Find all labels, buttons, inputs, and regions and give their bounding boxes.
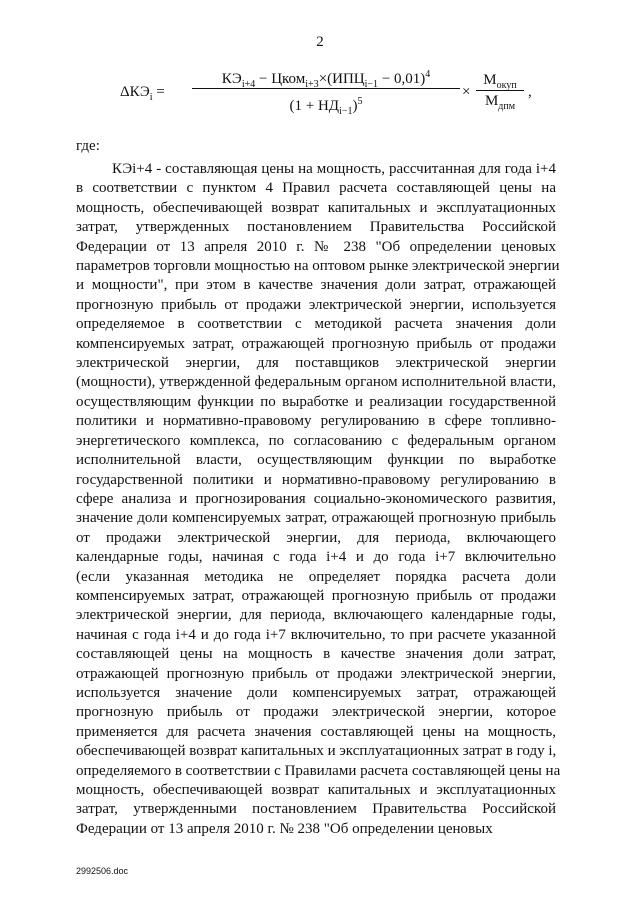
formula-lhs: $\Delta КЭ_i$ =	[120, 84, 165, 103]
text-line: календарные годы, начиная с года i+4 и до года i+7 включительно	[76, 549, 556, 566]
text-line: электрической энергии, для периода, включающего календарные годы,	[76, 607, 556, 624]
where-label: где:	[76, 138, 100, 154]
formula: $\Delta КЭ_i$ = $КЭ_{i+4}$ − $Цком_{i+3}\times(ИПЦ_{i-1} - 0,01)^4$ $(1 + НД_{i-1})^5$ × $М_{окуп}$ $М_{дпм}$ ,	[120, 62, 540, 132]
text-line: компенсируемых затрат, отражающей прогнозную прибыль от продажи	[76, 587, 556, 604]
text-line: от продажи электрической энергии, для периода, включающего	[76, 529, 556, 546]
text-line: затрат, утвержденных постановлением Правительства Российской	[76, 219, 556, 236]
text-line: Федерации от 13 апреля 2010 г. № 238 "Об определении ценовых	[76, 820, 493, 837]
text-line: в соответствии с пунктом 4 Правил расчета составляющей цены на	[76, 180, 556, 197]
text-line: и мощности", при этом в качестве значения доли затрат, отражающей	[76, 277, 556, 294]
text-line: применяется для расчета значения составляющей цены на мощность,	[76, 723, 556, 740]
text-line: мощность, обеспечивающей возврат капитальных и эксплуатационных	[76, 782, 556, 798]
text-line: сфере анализа и прогнозирования социально-экономического развития,	[76, 490, 556, 507]
text-line: прогнозную прибыль от продажи электрической энергии, используется	[76, 296, 556, 313]
formula-numerator: $КЭ_{i+4}$ − $Цком_{i+3}\times(ИПЦ_{i-1} - 0,01)^4$	[221, 69, 431, 90]
text-line: политики и нормативно-правовому регулированию в сфере топливно-	[76, 413, 556, 430]
formula-ratio-fraction: $М_{окуп}$ $М_{дпм}$	[476, 70, 524, 111]
text-line: прогнозную прибыль от продажи электрической энергии, которое	[76, 704, 556, 721]
text-line: (мощности), утвержденной федеральным органом исполнительной власти,	[76, 374, 556, 391]
formula-denominator: $(1 + НД_{i-1})^5$	[289, 96, 363, 117]
formula-main-fraction	[192, 62, 460, 115]
text-line: исполнительной власти, осуществляющим функции по выработке	[76, 452, 556, 469]
text-line: определяемого в соответствии с Правилами расчета составляющей цены на	[76, 762, 561, 779]
text-line: отражающей прогнозную прибыль от продажи электрической энергии,	[76, 665, 556, 682]
text-line: мощность, обеспечивающей возврат капитальных и эксплуатационных	[76, 199, 556, 216]
text-line: обеспечивающей возврат капитальных и эксплуатационных затрат в году i,	[76, 743, 557, 760]
formula-times: ×	[462, 84, 471, 100]
page-number: 2	[316, 34, 324, 50]
paragraph	[76, 160, 561, 839]
text-line: начиная с года i+4 и до года i+7 включительно, то при расчете указанной	[76, 626, 556, 643]
text-line: энергетического комплекса, по согласованию с федеральным органом	[76, 432, 556, 449]
text-line: КЭi+4 - составляющая цены на мощность, рассчитанная для года i+4	[112, 161, 556, 177]
text-line: государственной политики и нормативно-правовому регулированию в	[76, 471, 556, 488]
text-line: Федерации от 13 апреля 2010 г. № 238 "Об определении ценовых	[76, 238, 556, 255]
text-line: компенсируемых затрат, отражающей прогнозную прибыль от продажи	[76, 335, 556, 352]
footer-filename: 2992506.doc	[76, 866, 129, 876]
text-line: составляющей цены на мощность в качестве значения доли затрат,	[76, 646, 556, 663]
text-line: значение доли компенсируемых затрат, отражающей прогнозную прибыль	[76, 510, 556, 527]
text-line: электрической энергии, для поставщиков электрической энергии	[76, 355, 556, 372]
text-line: параметров торговли мощностью на оптовом рынке электрической энергии	[76, 258, 560, 275]
text-line: осуществляющим функции по выработке и реализации государственной	[76, 393, 556, 410]
text-line: (если указанная методика не определяет порядка расчета доли	[76, 568, 556, 585]
text-line: используется значение доли компенсируемых затрат, отражающей	[76, 684, 556, 701]
text-line: определяемое в соответствии с методикой расчета значения доли	[76, 316, 556, 333]
text-line: затрат, утвержденными постановлением Правительства Российской	[76, 801, 556, 818]
